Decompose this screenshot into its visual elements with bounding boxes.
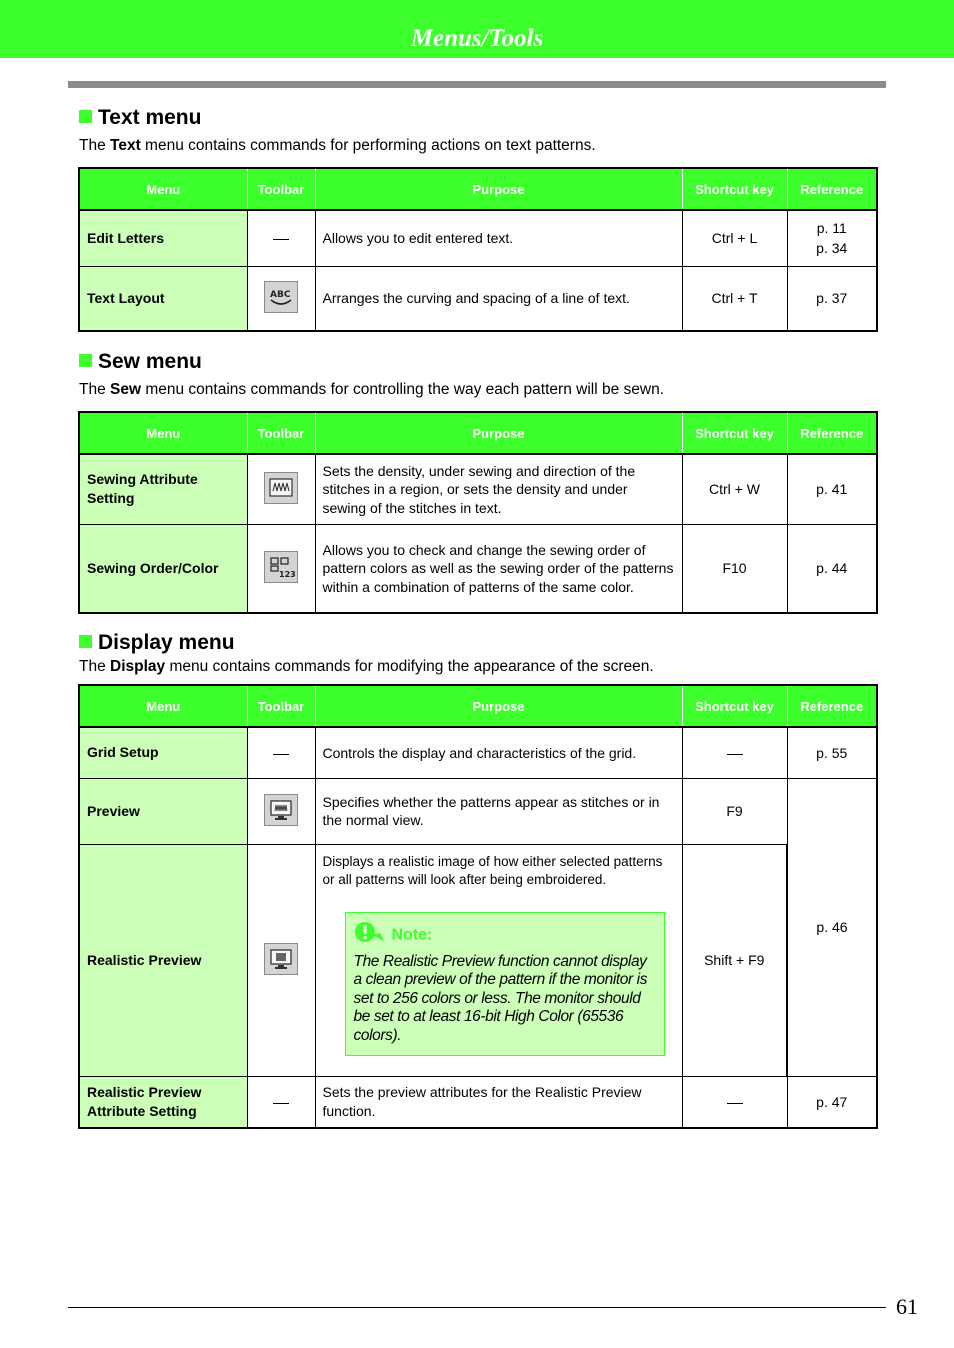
no-toolbar-dash (273, 239, 289, 240)
column-header-purpose: Purpose (315, 685, 682, 727)
reference-page: p. 55 (787, 727, 877, 778)
no-toolbar-dash (273, 1103, 289, 1104)
purpose-text: Displays a realistic image of how either selected patterns or all patterns will look after being embroidered. (322, 853, 663, 887)
reference-cell (787, 210, 877, 266)
sewing-attribute-icon (264, 472, 298, 504)
menu-name: Text Layout (79, 266, 247, 331)
column-header-reference: Reference (787, 412, 877, 454)
toolbar-cell (247, 1077, 315, 1128)
column-header-menu: Menu (79, 685, 247, 727)
intro-bold: Display (110, 658, 166, 675)
column-header-toolbar: Toolbar (247, 412, 315, 454)
section-intro-sew-menu (79, 380, 664, 400)
square-bullet-icon (79, 354, 92, 367)
menu-name: Edit Letters (79, 210, 247, 266)
note-heading (354, 921, 656, 950)
intro-suffix: menu contains commands for controlling the way each pattern will be sewn. (141, 381, 664, 398)
reference-page: p. 44 (787, 524, 877, 613)
table-row (79, 454, 877, 524)
intro-bold: Text (110, 137, 141, 154)
toolbar-cell (247, 727, 315, 778)
sew-menu-table (78, 411, 878, 614)
section-intro-display-menu (79, 657, 654, 677)
menu-name: Realistic Preview Attribute Setting (79, 1077, 247, 1128)
no-shortcut-dash (727, 754, 743, 755)
realistic-preview-icon (264, 943, 298, 975)
section-heading-display-menu (79, 630, 235, 656)
intro-suffix: menu contains commands for performing actions on text patterns. (140, 137, 596, 154)
svg-text:123: 123 (279, 569, 296, 579)
table-header-row (79, 685, 877, 727)
reference-page: p. 41 (787, 454, 877, 524)
intro-prefix: The (79, 381, 111, 398)
preview-icon (264, 794, 298, 826)
column-header-purpose: Purpose (315, 168, 682, 210)
table-header-row (79, 168, 877, 210)
text-layout-icon (264, 281, 298, 313)
note-label: Note: (391, 926, 433, 944)
exclamation-icon (354, 921, 386, 950)
section-heading-text-menu (79, 105, 201, 131)
shortcut-key: F10 (682, 524, 787, 613)
toolbar-cell (247, 210, 315, 266)
display-menu-table (78, 684, 878, 1129)
reference-page: p. 46 (787, 778, 877, 1077)
shortcut-key: Ctrl + W (682, 454, 787, 524)
menu-name: Preview (79, 778, 247, 844)
purpose-text: Allows you to check and change the sewing order of pattern colors as well as the sewing order of the patterns within a combination of patterns of the same color. (315, 524, 682, 613)
column-header-shortcut: Shortcut key (682, 412, 787, 454)
shortcut-key: Ctrl + L (682, 210, 787, 266)
table-row (79, 778, 877, 844)
note-box (345, 912, 665, 1057)
intro-suffix: menu contains commands for modifying the appearance of the screen. (165, 658, 654, 675)
table-header-row (79, 412, 877, 454)
shortcut-key (682, 727, 787, 778)
shortcut-key (682, 1077, 787, 1128)
square-bullet-icon (79, 110, 92, 123)
header-rule (68, 81, 886, 88)
reference-page: p. 47 (787, 1077, 877, 1128)
column-header-shortcut: Shortcut key (682, 168, 787, 210)
column-header-menu: Menu (79, 412, 247, 454)
section-heading-label: Display menu (98, 631, 235, 654)
no-toolbar-dash (273, 754, 289, 755)
purpose-text: Arranges the curving and spacing of a line of text. (315, 266, 682, 331)
note-text: The Realistic Preview function cannot display a clean preview of the pattern if the monitor is set to 256 colors or less. The monitor should be set to at least 16-bit High Color (65536 colors). (353, 952, 648, 1044)
column-header-menu: Menu (79, 168, 247, 210)
shortcut-key: Ctrl + T (682, 266, 787, 331)
page-title: Menus/Tools (410, 25, 544, 52)
shortcut-key: Shift + F9 (682, 844, 787, 1077)
table-row (79, 266, 877, 331)
intro-prefix: The (79, 137, 111, 154)
reference-page: p. 34 (816, 240, 848, 257)
section-heading-label: Text menu (98, 106, 202, 129)
table-row (79, 727, 877, 778)
section-intro-text-menu (79, 136, 596, 156)
table-row (79, 844, 877, 1077)
menu-name: Sewing Order/Color (79, 524, 247, 613)
menu-name: Grid Setup (79, 727, 247, 778)
page-number: 61 (896, 1294, 918, 1319)
svg-text:ABC: ABC (270, 289, 291, 300)
column-header-reference: Reference (787, 168, 877, 210)
purpose-text: Sets the density, under sewing and direction of the stitches in a region, or sets the density and under sewing of the stitches in text. (315, 454, 682, 524)
column-header-toolbar: Toolbar (247, 168, 315, 210)
table-row (79, 524, 877, 613)
menu-name: Realistic Preview (79, 844, 247, 1077)
footer-rule (68, 1307, 886, 1308)
toolbar-cell (247, 454, 315, 524)
purpose-cell (315, 844, 682, 1077)
sewing-order-icon (264, 551, 298, 583)
table-row (79, 1077, 877, 1128)
column-header-shortcut: Shortcut key (682, 685, 787, 727)
toolbar-cell (247, 524, 315, 613)
toolbar-cell (247, 266, 315, 331)
section-heading-label: Sew menu (98, 350, 202, 373)
toolbar-cell (247, 844, 315, 1077)
section-heading-sew-menu (79, 349, 202, 375)
reference-page: p. 11 (816, 220, 847, 237)
square-bullet-icon (79, 635, 92, 648)
column-header-toolbar: Toolbar (247, 685, 315, 727)
intro-prefix: The (79, 658, 111, 675)
column-header-reference: Reference (787, 685, 877, 727)
toolbar-cell (247, 778, 315, 844)
intro-bold: Sew (110, 381, 142, 398)
table-row (79, 210, 877, 266)
purpose-text: Sets the preview attributes for the Realistic Preview function. (315, 1077, 682, 1128)
menu-name: Sewing Attribute Setting (79, 454, 247, 524)
shortcut-key: F9 (682, 778, 787, 844)
no-shortcut-dash (727, 1103, 743, 1104)
text-menu-table (78, 167, 878, 332)
reference-page: p. 37 (787, 266, 877, 331)
purpose-text: Specifies whether the patterns appear as stitches or in the normal view. (315, 778, 682, 844)
column-header-purpose: Purpose (315, 412, 682, 454)
purpose-text: Controls the display and characteristics of the grid. (315, 727, 682, 778)
purpose-text: Allows you to edit entered text. (315, 210, 682, 266)
